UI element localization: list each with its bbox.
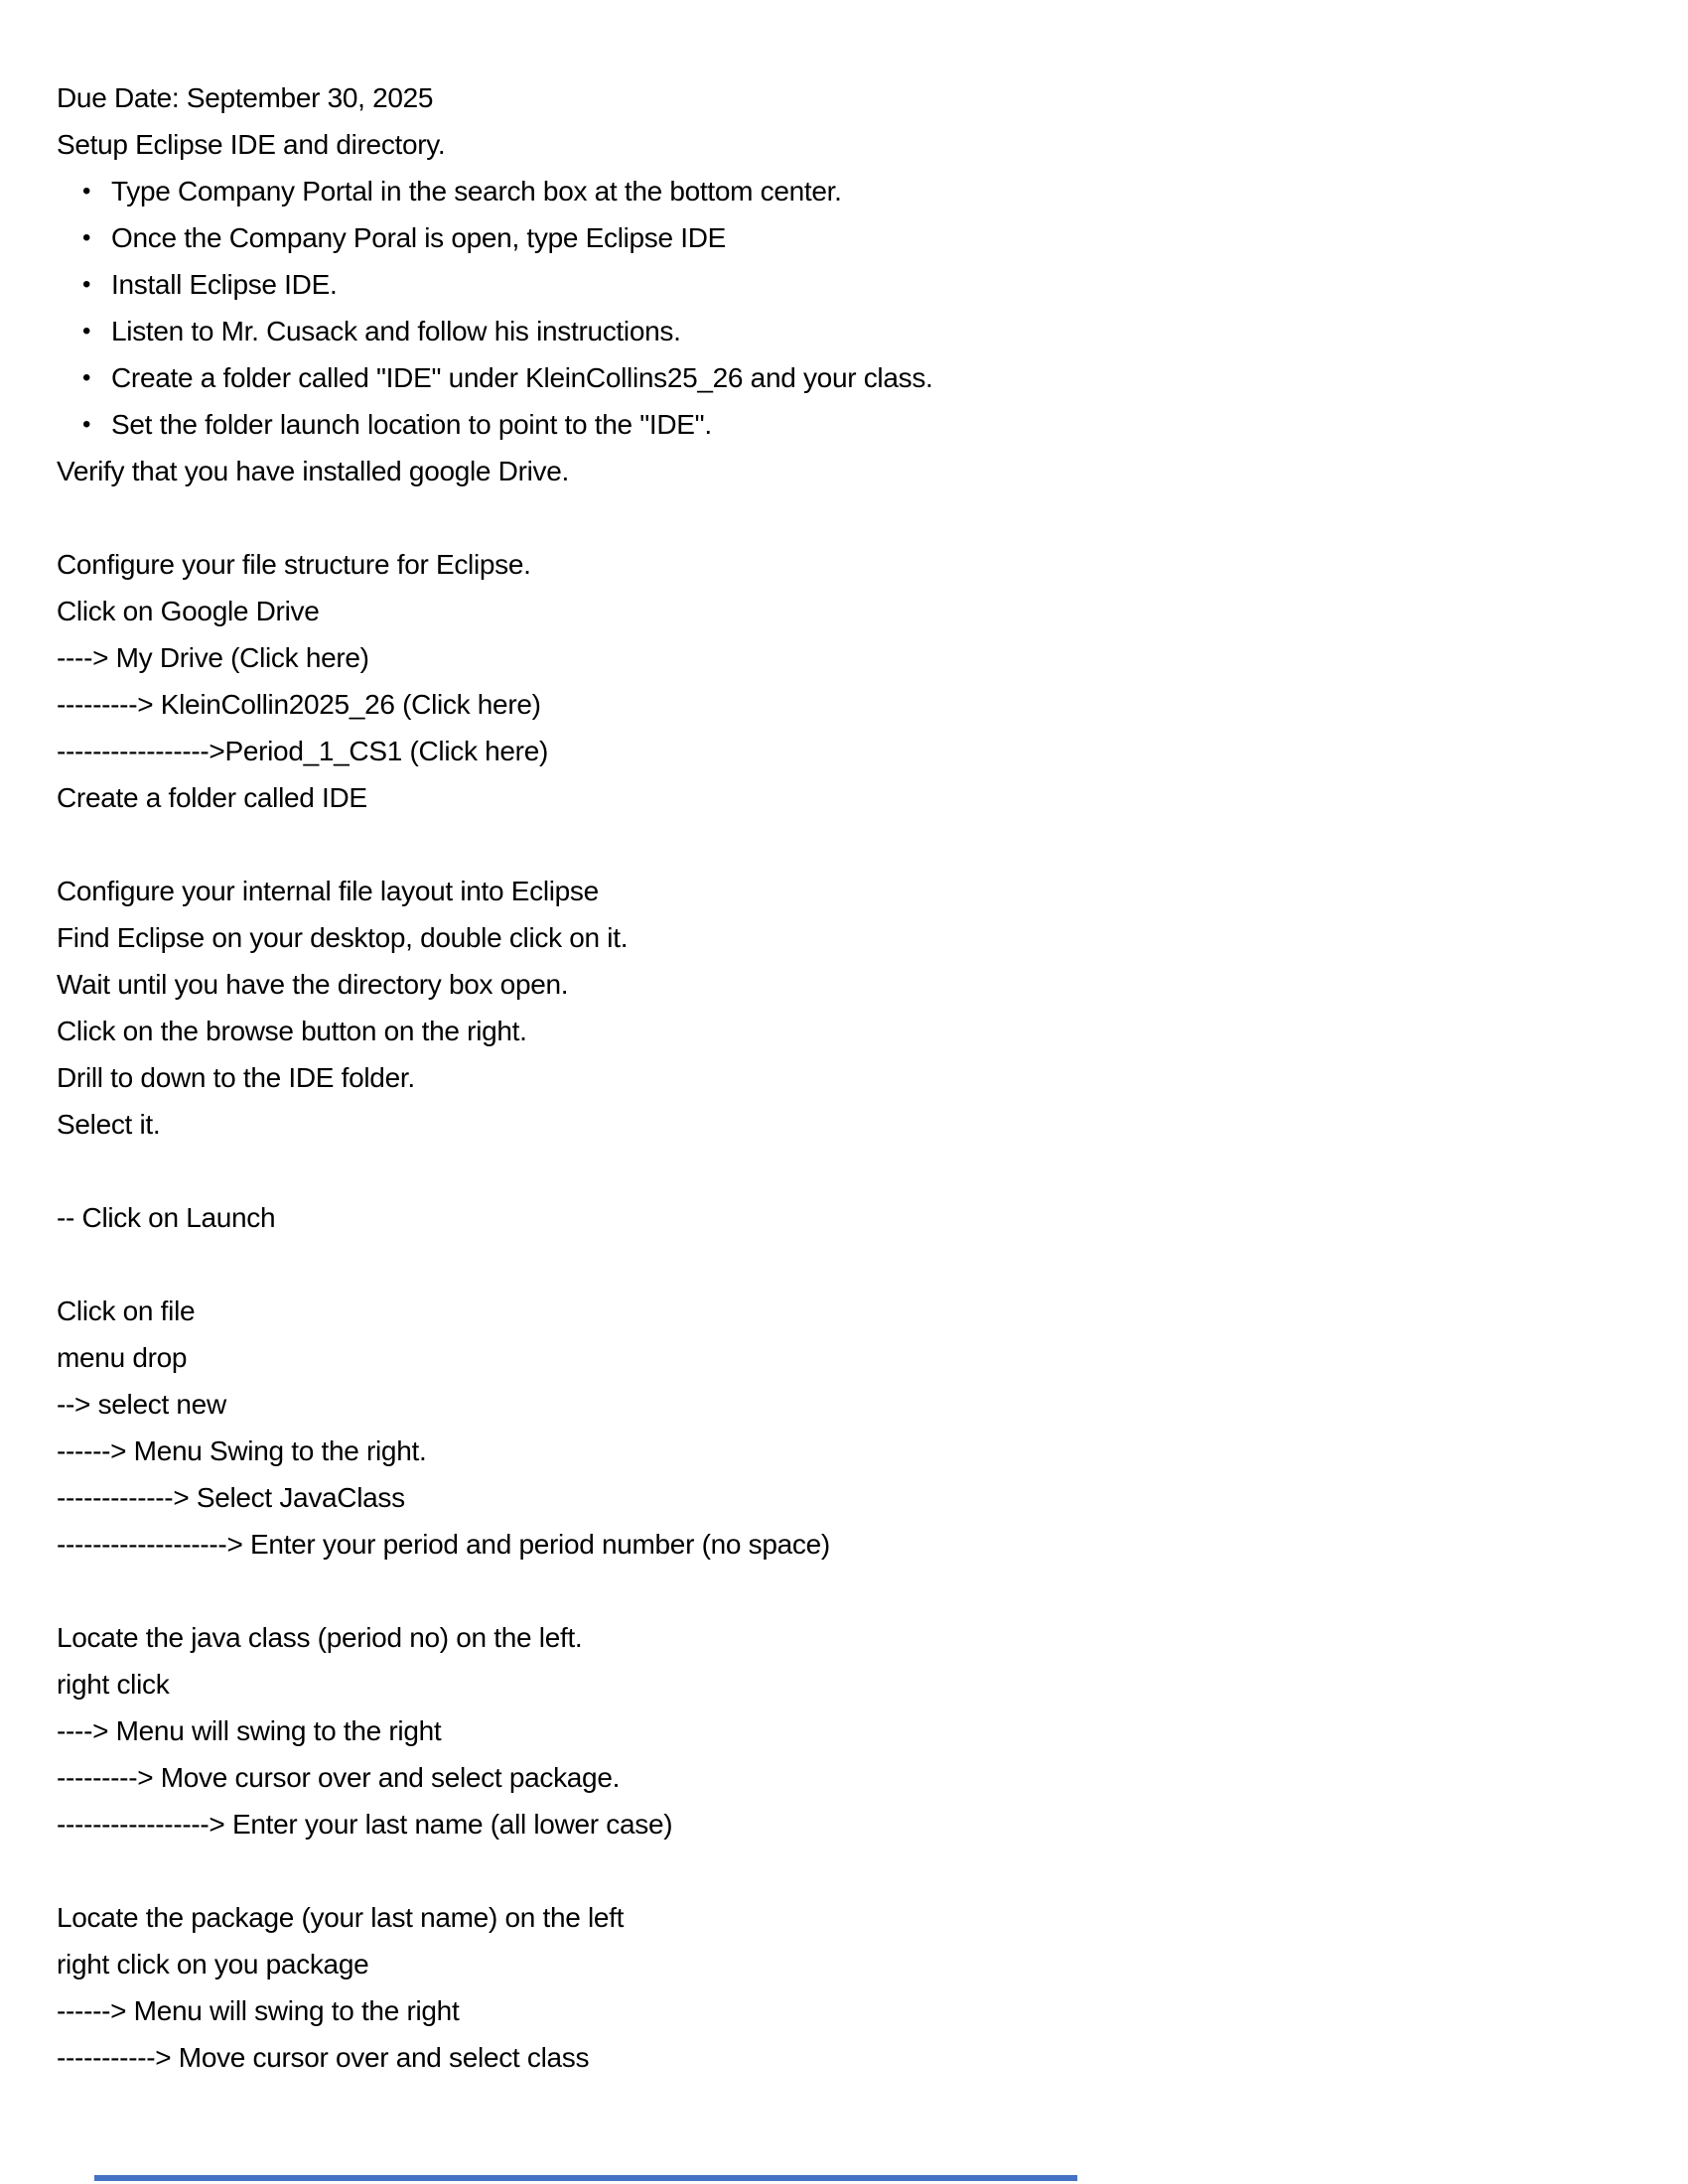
line-text: --> select new bbox=[57, 1389, 226, 1420]
document-bullet-line bbox=[57, 308, 1648, 354]
line-text: -------------------> Enter your period and period number (no space) bbox=[57, 1529, 830, 1560]
line-text: Configure your internal file layout into Eclipse bbox=[57, 876, 599, 906]
line-text: Find Eclipse on your desktop, double click on it. bbox=[57, 922, 629, 953]
line-text: ---------> KleinCollin2025_26 (Click here) bbox=[57, 689, 541, 720]
bullet-icon: • bbox=[82, 271, 91, 298]
document-line bbox=[57, 1381, 1648, 1428]
bullet-icon: • bbox=[82, 411, 91, 438]
document-line bbox=[57, 1754, 1648, 1801]
document-line bbox=[57, 1661, 1648, 1707]
bullet-icon: • bbox=[82, 318, 91, 344]
document-line bbox=[57, 1474, 1648, 1521]
line-text: Setup Eclipse IDE and directory. bbox=[57, 129, 446, 160]
document-line bbox=[57, 2034, 1648, 2081]
document-line bbox=[57, 1801, 1648, 1847]
document-line bbox=[57, 1101, 1648, 1148]
bullet-icon: • bbox=[82, 178, 91, 205]
document-line bbox=[57, 494, 1648, 541]
document-line bbox=[57, 448, 1648, 494]
document-line bbox=[57, 1428, 1648, 1474]
line-text: ----> My Drive (Click here) bbox=[57, 642, 369, 673]
bottom-blue-line bbox=[94, 2175, 1077, 2181]
document-line bbox=[57, 74, 1648, 121]
line-text: Locate the java class (period no) on the left. bbox=[57, 1622, 583, 1653]
line-text: right click bbox=[57, 1669, 170, 1700]
line-text: ----> Menu will swing to the right bbox=[57, 1715, 442, 1746]
line-text: -----------> Move cursor over and select class bbox=[57, 2042, 590, 2073]
line-text: ------> Menu Swing to the right. bbox=[57, 1435, 427, 1466]
line-text: Create a folder called IDE bbox=[57, 782, 367, 813]
line-text: Create a folder called "IDE" under KleinCollins25_26 and your class. bbox=[111, 362, 933, 393]
line-text: Click on the browse button on the right. bbox=[57, 1016, 527, 1046]
line-text: -------------> Select JavaClass bbox=[57, 1482, 405, 1513]
document-line bbox=[57, 774, 1648, 821]
document-body bbox=[57, 74, 1648, 2081]
line-text: Click on Google Drive bbox=[57, 596, 320, 626]
document-line bbox=[57, 1614, 1648, 1661]
line-text: Configure your file structure for Eclipse. bbox=[57, 549, 531, 580]
line-text: Once the Company Poral is open, type Eclipse IDE bbox=[111, 222, 727, 253]
line-text: ----------------->Period_1_CS1 (Click here) bbox=[57, 736, 548, 766]
document-line bbox=[57, 588, 1648, 634]
line-text: Verify that you have installed google Drive. bbox=[57, 456, 569, 486]
line-text: Locate the package (your last name) on the left bbox=[57, 1902, 625, 1933]
line-text: -- Click on Launch bbox=[57, 1202, 276, 1233]
document-line bbox=[57, 1241, 1648, 1288]
line-text: Set the folder launch location to point to the "IDE". bbox=[111, 409, 712, 440]
document-line bbox=[57, 1847, 1648, 1894]
document-line bbox=[57, 868, 1648, 914]
line-text: Select it. bbox=[57, 1109, 161, 1140]
document-line bbox=[57, 1941, 1648, 1987]
document-line bbox=[57, 541, 1648, 588]
line-text: Due Date: September 30, 2025 bbox=[57, 82, 434, 113]
document-bullet-line bbox=[57, 401, 1648, 448]
line-text: menu drop bbox=[57, 1342, 188, 1373]
document-line bbox=[57, 728, 1648, 774]
document-line bbox=[57, 121, 1648, 168]
line-text: Type Company Portal in the search box at the bottom center. bbox=[111, 176, 842, 206]
document-line bbox=[57, 914, 1648, 961]
document-line bbox=[57, 821, 1648, 868]
line-text: Click on file bbox=[57, 1296, 196, 1326]
document-bullet-line bbox=[57, 214, 1648, 261]
document-line bbox=[57, 1568, 1648, 1614]
document-line bbox=[57, 961, 1648, 1008]
document-line bbox=[57, 1148, 1648, 1194]
line-text: ------> Menu will swing to the right bbox=[57, 1995, 460, 2026]
document-line bbox=[57, 1707, 1648, 1754]
document-bullet-line bbox=[57, 168, 1648, 214]
document-line bbox=[57, 1054, 1648, 1101]
bullet-icon: • bbox=[82, 224, 91, 251]
document-line bbox=[57, 1987, 1648, 2034]
document-line bbox=[57, 1008, 1648, 1054]
document-line bbox=[57, 634, 1648, 681]
document-line bbox=[57, 1194, 1648, 1241]
document-line bbox=[57, 1521, 1648, 1568]
line-text: ---------> Move cursor over and select package. bbox=[57, 1762, 621, 1793]
document-bullet-line bbox=[57, 354, 1648, 401]
document-line bbox=[57, 1334, 1648, 1381]
line-text: Drill to down to the IDE folder. bbox=[57, 1062, 415, 1093]
document-line bbox=[57, 681, 1648, 728]
line-text: Wait until you have the directory box open. bbox=[57, 969, 569, 1000]
line-text: Install Eclipse IDE. bbox=[111, 269, 338, 300]
document-line bbox=[57, 1894, 1648, 1941]
line-text: -----------------> Enter your last name (all lower case) bbox=[57, 1809, 673, 1840]
document-line bbox=[57, 1288, 1648, 1334]
document-bullet-line bbox=[57, 261, 1648, 308]
bullet-icon: • bbox=[82, 364, 91, 391]
line-text: right click on you package bbox=[57, 1949, 369, 1979]
line-text: Listen to Mr. Cusack and follow his instructions. bbox=[111, 316, 681, 346]
